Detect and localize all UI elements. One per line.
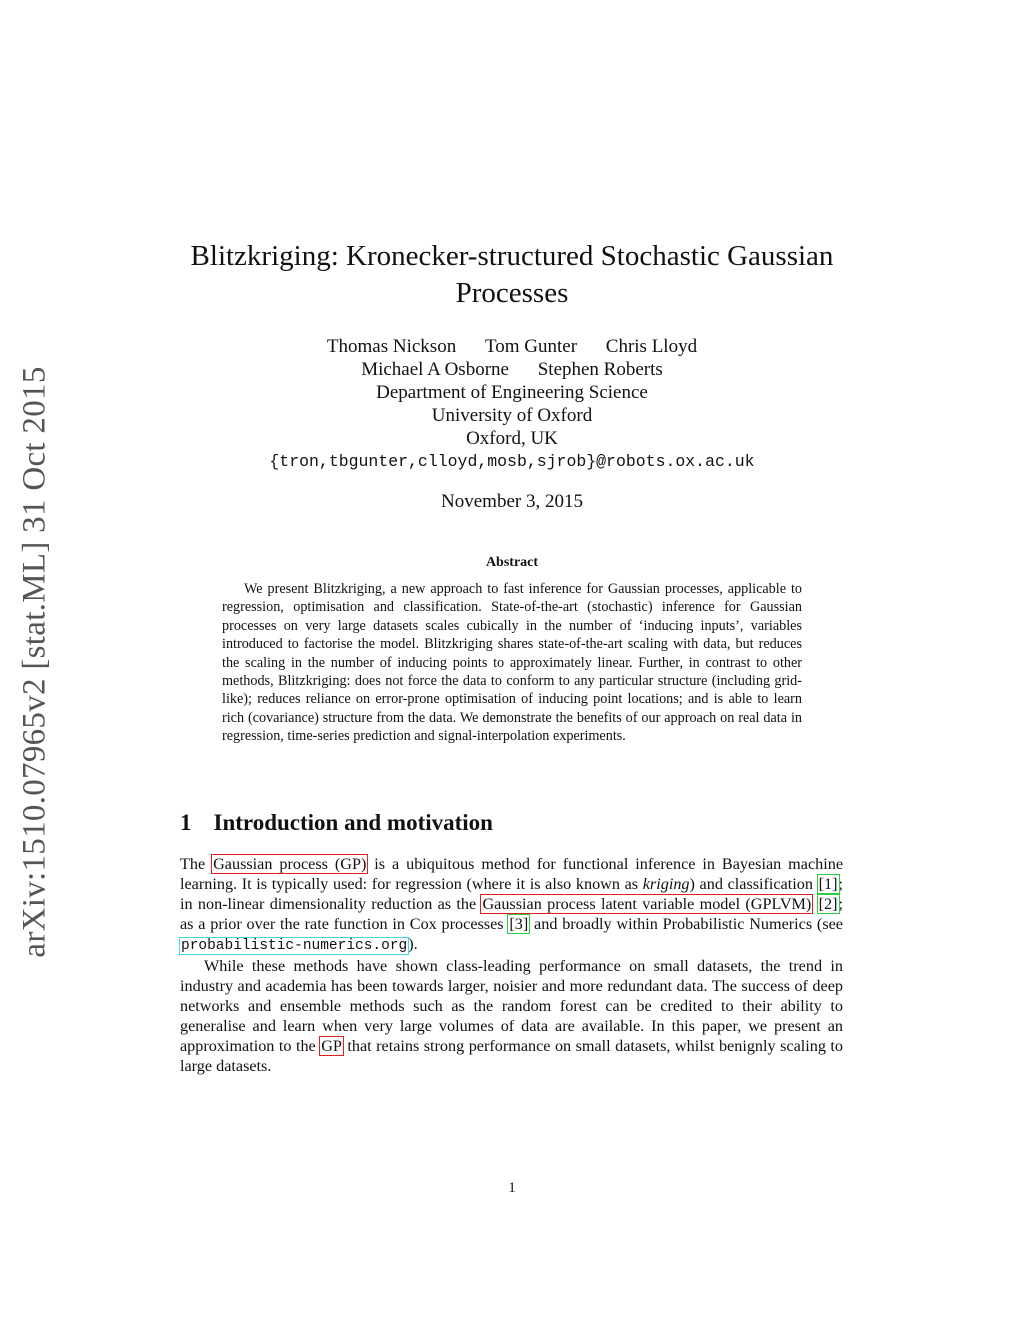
authors-row-1	[150, 335, 874, 358]
text-run: is a ubiquitous method for functional inference in Bayesian machine learning. It is typically used: for regression (where it is also known as	[180, 855, 844, 893]
authors-row-2	[150, 358, 874, 381]
arxiv-identifier: arXiv:1510.07965v2 [stat.ML] 31 Oct 2015	[16, 366, 53, 958]
url-link-probabilistic-numerics[interactable]: probabilistic-numerics.org	[181, 938, 408, 954]
text-run: ; as a prior over the rate function in Cox processes	[180, 895, 843, 933]
text-run: ).	[408, 935, 418, 953]
abstract-text: We present Blitzkriging, a new approach to fast inference for Gaussian processes, applicable to regression, optimisation and classification. State-of-the-art (stochastic) inference for Gaussian processes on very large datasets scales cubically in the number of ‘inducing inputs’, variables introduced to factorise the model. Blitzkriging shares state-of-the-art scaling with data, but reduces the scaling in the number of inducing points to approximately linear. Further, in contrast to other methods, Blitzkriging: does not force the data to conform to any particular structure (including grid-like); reduces reliance on error-prone optimisation of inducing point locations; and is able to learn rich (covariance) structure from the data. We demonstrate the benefits of our approach on real data in regression, time-series prediction and signal-interpolation experiments.	[222, 581, 802, 745]
author-name: Stephen Roberts	[537, 359, 663, 380]
citation-link-2[interactable]: [2]	[818, 895, 838, 913]
author-name: Tom Gunter	[484, 336, 578, 357]
section-title-text: Introduction and motivation	[213, 810, 493, 835]
author-name: Michael A Osborne	[361, 359, 509, 380]
title-line-1: Blitzkriging: Kronecker-structured Stochastic Gaussian	[190, 240, 834, 272]
acronym-link-gplvm[interactable]: Gaussian process latent variable model (GPLVM)	[482, 895, 812, 913]
paragraph	[180, 956, 843, 1076]
author-name: Chris Lloyd	[605, 336, 698, 357]
title-line-2: Processes	[455, 277, 569, 309]
paper-title	[150, 238, 874, 312]
abstract-heading: Abstract	[485, 555, 539, 570]
citation-link-3[interactable]: [3]	[509, 915, 529, 933]
text-run: ; in non-linear dimensionality reduction as the	[180, 875, 843, 913]
text-run: and broadly within Probabilistic Numerics (see	[529, 915, 843, 933]
author-block	[150, 335, 874, 473]
text-run: that retains strong performance on small datasets, whilst benignly scaling to large datasets.	[180, 1037, 843, 1075]
department: Department of Engineering Science	[376, 382, 648, 403]
acronym-link-gp[interactable]: GP	[321, 1037, 342, 1055]
text-run: ) and classification	[689, 875, 818, 893]
publication-date: November 3, 2015	[441, 491, 583, 512]
citation-link-1[interactable]: [1]	[818, 875, 838, 893]
author-emails: {tron,tbgunter,clloyd,mosb,sjrob}@robots.ox.ac.uk	[269, 452, 755, 471]
page-number: 1	[508, 1180, 516, 1196]
introduction-body	[180, 854, 843, 1076]
section-heading	[180, 810, 493, 836]
author-name: Thomas Nickson	[326, 336, 457, 357]
text-run: While these methods have shown class-leading performance on small datasets, the trend in industry and academia has been towards larger, noisier and more redundant data. The success of deep networks and ensemble methods such as the random forest can be credited to their ability to generalise and learn when very large volumes of data are available. In this paper, we present an approximation to the	[180, 957, 843, 1055]
university: University of Oxford	[431, 405, 593, 426]
emphasis-kriging: kriging	[642, 875, 690, 893]
paragraph	[180, 854, 843, 956]
section-number: 1	[180, 810, 192, 835]
acronym-link-gp[interactable]: Gaussian process (GP)	[213, 855, 367, 873]
text-run: The	[180, 855, 213, 873]
location: Oxford, UK	[466, 428, 558, 449]
text-run	[812, 895, 817, 913]
